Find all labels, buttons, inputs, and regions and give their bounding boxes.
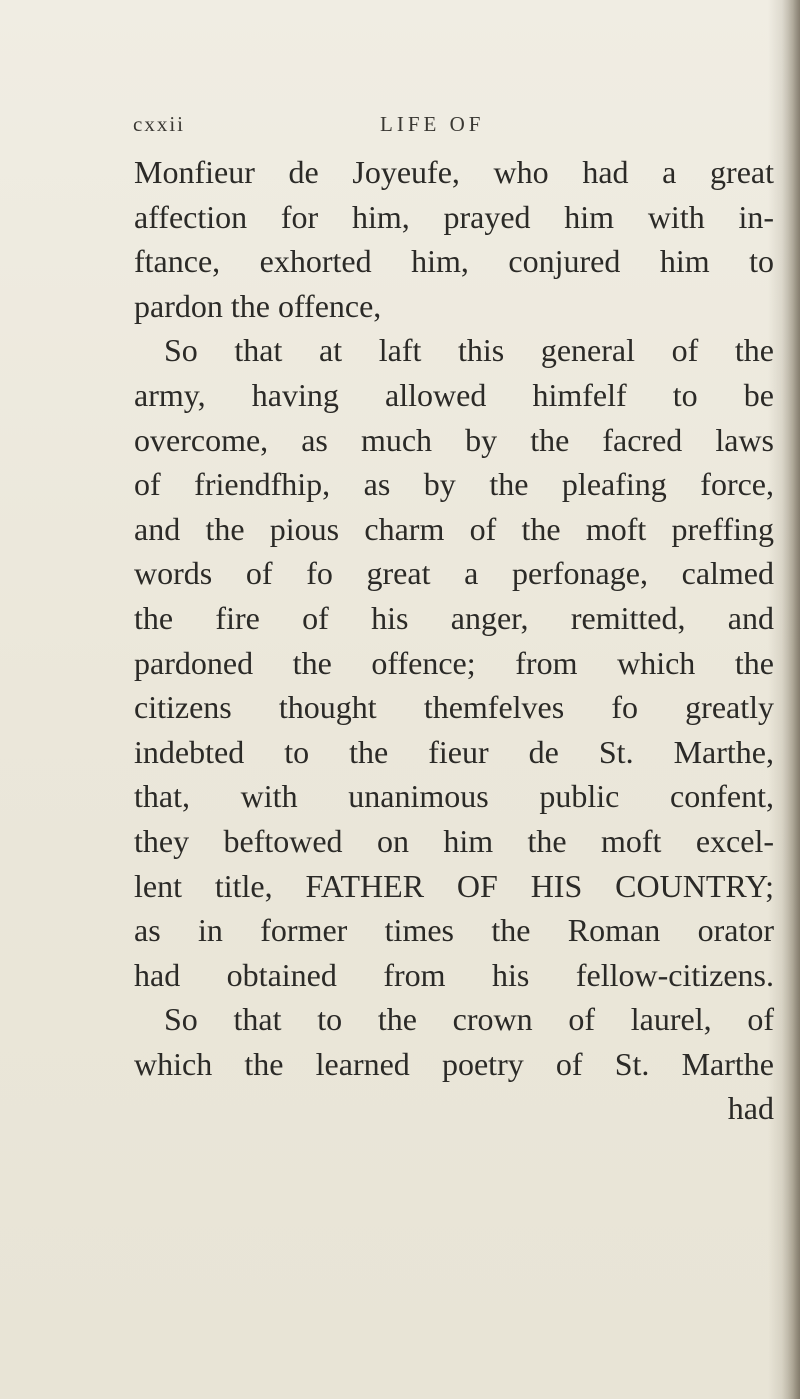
text-line: affection for him, prayed him with in- [134, 198, 774, 235]
text-line: Monfieur de Joyeufe, who had a great [134, 154, 774, 190]
text-line: had obtained from his fellow-citizens. [134, 956, 774, 993]
text-line: pardon the offence, [134, 287, 382, 324]
text-line: So that at laft this general of the [164, 332, 774, 369]
catchword: had [727, 1090, 774, 1127]
running-title: LIFE OF [380, 112, 485, 136]
text-line: citizens thought themfelves fo greatly [134, 689, 774, 726]
page-edge-shadow [782, 0, 800, 1399]
text-line: lent title, FATHER OF HIS COUNTRY; [134, 867, 774, 904]
text-line: ftance, exhorted him, conjured him to [134, 243, 774, 280]
text-line: words of fo great a perfonage, calmed [134, 555, 774, 592]
text-line: army, having allowed himfelf to be [134, 376, 774, 413]
text-line: as in former times the Roman orator [134, 912, 774, 949]
text-line: pardoned the offence; from which the [134, 644, 774, 681]
text-line: So that to the crown of laurel, of [164, 1001, 774, 1038]
text-line: they beftowed on him the moft excel- [134, 822, 774, 859]
text-line: which the learned poetry of St. Marthe [134, 1045, 774, 1082]
page-number: cxxii [133, 112, 185, 136]
text-line: and the pious charm of the moft preffing [134, 510, 774, 547]
text-line: indebted to the fieur de St. Marthe, [134, 733, 774, 770]
text-line: overcome, as much by the facred laws [134, 421, 774, 458]
text-line: the fire of his anger, remitted, and [134, 599, 774, 636]
text-line: of friendfhip, as by the pleafing force, [134, 466, 774, 503]
text-line: that, with unanimous public confent, [134, 778, 774, 815]
body-text [134, 150, 774, 1131]
running-head [133, 112, 773, 146]
